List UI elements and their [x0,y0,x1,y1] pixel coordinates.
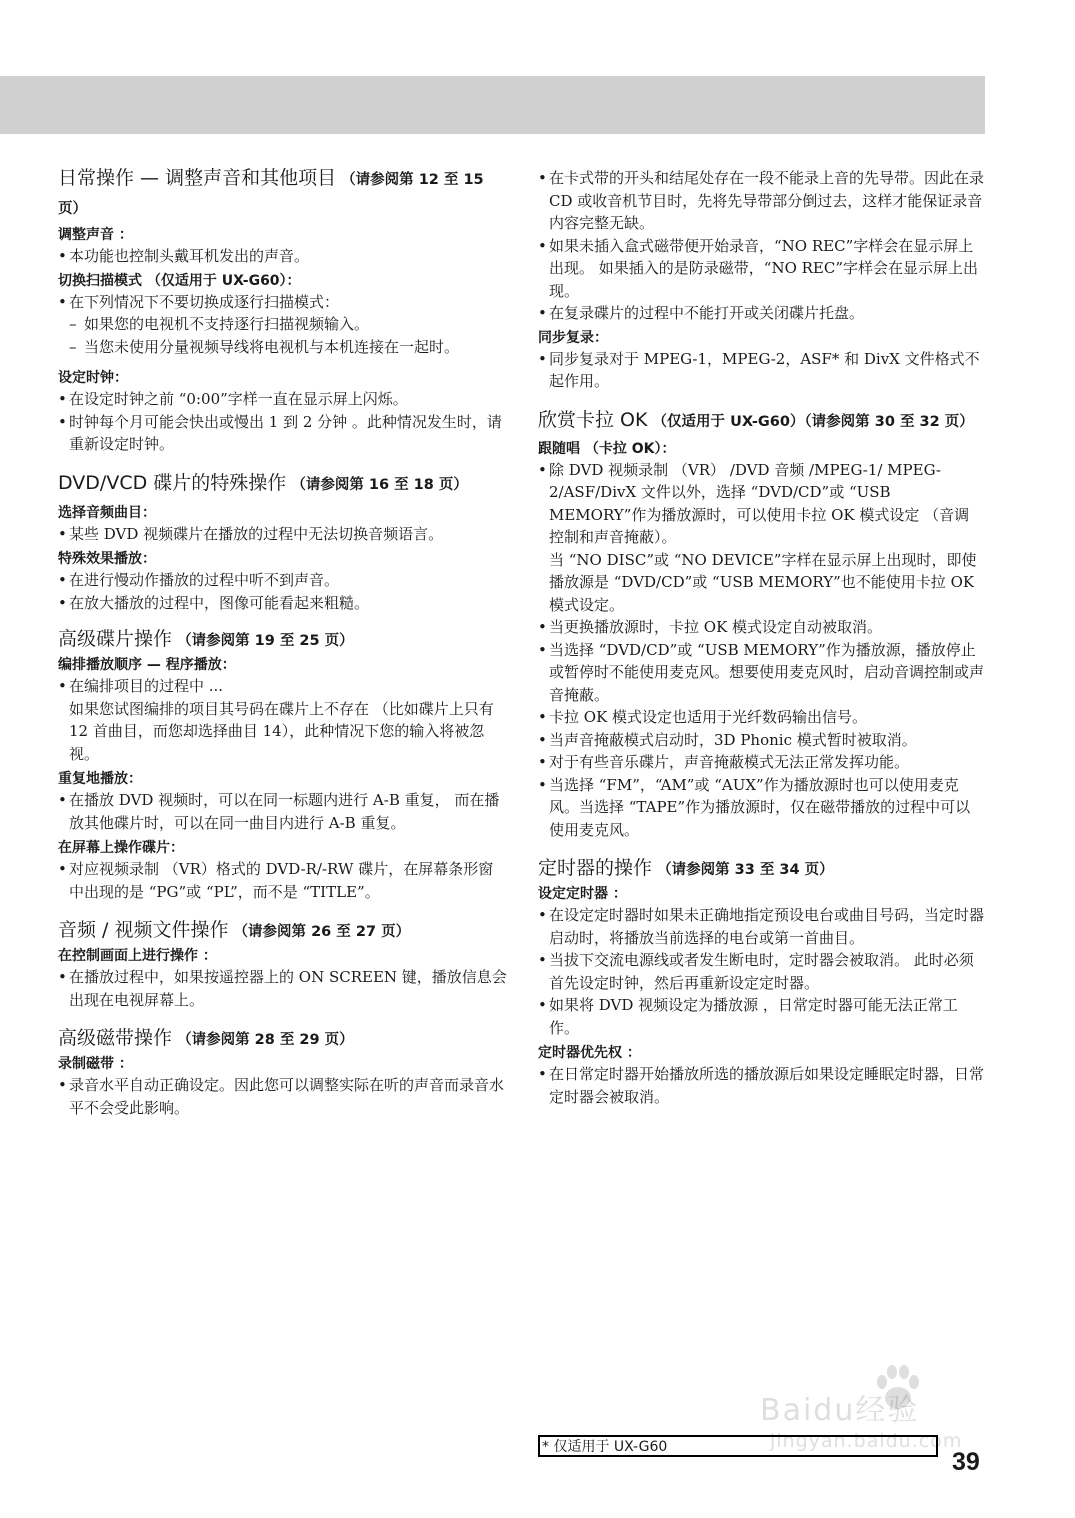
section-title-text: 高级磁带操作 [58,1027,173,1049]
dash-item: – 当您未使用分量视频导线将电视机与本机连接在一起时。 [58,336,508,359]
subheading: 在屏幕上操作碟片： [58,840,184,856]
section-page-ref: （请参阅第 16 至 18 页） [286,476,468,493]
continuation-text: 如果您试图编排的项目其号码在碟片上不存在 （比如碟片上只有 12 首曲目，而您却选择曲目 14），此种情况下您的输入将被忽视。 [69,699,494,763]
bullet-item: • 某些 DVD 视频碟片在播放的过程中无法切换音频语言。 [58,523,508,546]
section-page-ref: （请参阅第 19 至 25 页） [172,633,354,649]
bullet-item: • 同步复录对于 MPEG-1，MPEG-2，ASF* 和 DivX 文件格式不起作用。 [538,348,984,393]
bullet-item: • 在复录碟片的过程中不能打开或关闭碟片托盘。 [538,302,984,325]
bullet-item: • 在设定时钟之前 “0:00”字样一直在显示屏上闪烁。 [58,388,508,411]
watermark-brand: Baidu经验 [760,1393,920,1428]
bullet-item: • 当拔下交流电源线或者发生断电时，定时器会被取消。 此时必须首先设定时钟，然后再重新设定定时器。 [538,949,984,994]
bullet-item: • 在设定定时器时如果未正确地指定预设电台或曲目号码，当定时器启动时，将播放当前选择的电台或第一首曲目。 [538,904,984,949]
section-title-text: DVD/VCD 碟片的特殊操作 [58,471,287,494]
bullet-item: • 在放大播放的过程中，图像可能看起来粗糙。 [58,592,508,615]
subheading: 调整声音 ： [58,227,133,243]
bullet-item: • 在编排项目的过程中 ... [58,675,508,698]
bullet-item: • 在进行慢动作播放的过程中听不到声音。 [58,569,508,592]
subheading: 同步复录： [538,329,608,346]
section-title-text: 欣赏卡拉 OK [538,408,648,431]
section-title [538,855,984,884]
bullet-item: • 当声音掩蔽模式启动时，3D Phonic 模式暂时被取消。 [538,729,984,752]
header-band [0,76,985,134]
subheading: 设定定时器 ： [538,886,627,902]
section-title-text: 定时器的操作 [538,857,653,879]
bullet-item: • 录音水平自动正确设定。因此您可以调整实际在听的声音而录音水平不会受此影响。 [58,1074,508,1119]
bullet-item: • 如果未插入盒式磁带便开始录音，“NO REC”字样会在显示屏上出现。 如果插入的是防录磁带，“NO REC”字样会在显示屏上出现。 [538,235,984,303]
dash-item: – 如果您的电视机不支持逐行扫描视频输入。 [58,313,508,336]
section-title [58,1025,508,1054]
subheading: 编排播放顺序 — 程序播放： [58,657,236,673]
section-title-text: 高级碟片操作 [58,628,173,650]
section-page-ref: （请参阅第 28 至 29 页） [172,1032,354,1048]
bullet-item: • 在下列情况下不要切换成逐行扫描模式： [58,291,508,314]
bullet-item: • 当选择 “FM”，“AM”或 “AUX”作为播放源时也可以使用麦克风。当选择 “TAPE”作为播放源时，仅在磁带播放的过程中可以使用麦克风。 [538,774,984,842]
subheading: 切换扫描模式 （仅适用于 UX-G60）： [58,272,301,289]
subheading: 选择音频曲目： [58,504,156,521]
section-page-ref: （仅适用于 UX-G60）（请参阅第 30 至 32 页） [647,413,974,430]
continuation-text: 当 “NO DISC”或 “NO DEVICE”字样在显示屏上出现时，即使播放源是 “DVD/CD”或 “USB MEMORY”也不能使用卡拉 OK 模式设定。 [549,550,977,614]
section-page-ref: （请参阅第 12 至 15 页） [58,172,484,217]
section-title [58,165,508,223]
subheading: 录制磁带 ： [58,1056,133,1072]
right-column [538,167,984,1108]
bullet-item: • 对于有些音乐碟片，声音掩蔽模式无法正常发挥功能。 [538,751,984,774]
subheading: 在控制画面上进行操作 ： [58,948,217,964]
bullet-item: • 在播放 DVD 视频时，可以在同一标题内进行 A-B 重复， 而在播放其他碟片时，可以在同一曲目内进行 A-B 重复。 [58,789,508,834]
bullet-item: • 当更换播放源时，卡拉 OK 模式设定自动被取消。 [538,616,984,639]
page-number: 39 [952,1448,980,1476]
subheading: 跟随唱 （卡拉 OK）： [538,440,676,457]
bullet-item: • 本功能也控制头戴耳机发出的声音。 [58,245,508,268]
section-title [58,917,508,946]
bullet-item: • 在播放过程中，如果按遥控器上的 ON SCREEN 键，播放信息会出现在电视屏幕上。 [58,966,508,1011]
bullet-item: • 在日常定时器开始播放所选的播放源后如果设定睡眠定时器，日常定时器会被取消。 [538,1063,984,1108]
watermark-url: jingyan.baidu.com [770,1430,963,1452]
bullet-item: • 卡拉 OK 模式设定也适用于光纤数码输出信号。 [538,706,984,729]
section-title [538,407,984,436]
section-page-ref: （请参阅第 26 至 27 页） [228,924,411,940]
section-title-text: 日常操作 — 调整声音和其他项目 [58,167,337,189]
subheading: 特殊效果播放： [58,551,156,567]
bullet-item: • 除 DVD 视频录制 （VR） /DVD 音频 /MPEG-1/ MPEG-2/ASF/DivX 文件以外，选择 “DVD/CD”或 “USB MEMORY”作为播放源时，可以使用卡拉 OK 模式设定 （音调控制和声音掩蔽）。 [538,459,984,549]
bullet-item: • 时钟每个月可能会快出或慢出 1 到 2 分钟 。此种情况发生时，请重新设定时钟。 [58,411,508,456]
subheading: 设定时钟： [58,370,128,386]
section-title-text: 音频 / 视频文件操作 [58,919,229,941]
footnote: * 仅适用于 UX-G60 [542,1439,668,1455]
bullet-item: • 当选择 “DVD/CD”或 “USB MEMORY”作为播放源，播放停止或暂停时不能使用麦克风。想要使用麦克风时，启动音调控制或声音掩蔽。 [538,639,984,707]
section-page-ref: （请参阅第 33 至 34 页） [652,862,834,878]
left-column [58,165,508,1119]
subheading: 定时器优先权 ： [538,1045,641,1061]
section-title [58,626,508,655]
bullet-item: • 如果将 DVD 视频设定为播放源 ，日常定时器可能无法正常工作。 [538,994,984,1039]
section-title [58,470,508,499]
bullet-item: • 对应视频录制 （VR）格式的 DVD-R/-RW 碟片，在屏幕条形窗中出现的是 “PG”或 “PL”，而不是 “TITLE”。 [58,858,508,903]
subheading: 重复地播放： [58,771,142,787]
bullet-item: • 在卡式带的开头和结尾处存在一段不能录上音的先导带。因此在录 CD 或收音机节目时，先将先导带部分倒过去，这样才能保证录音内容完整无缺。 [538,167,984,235]
